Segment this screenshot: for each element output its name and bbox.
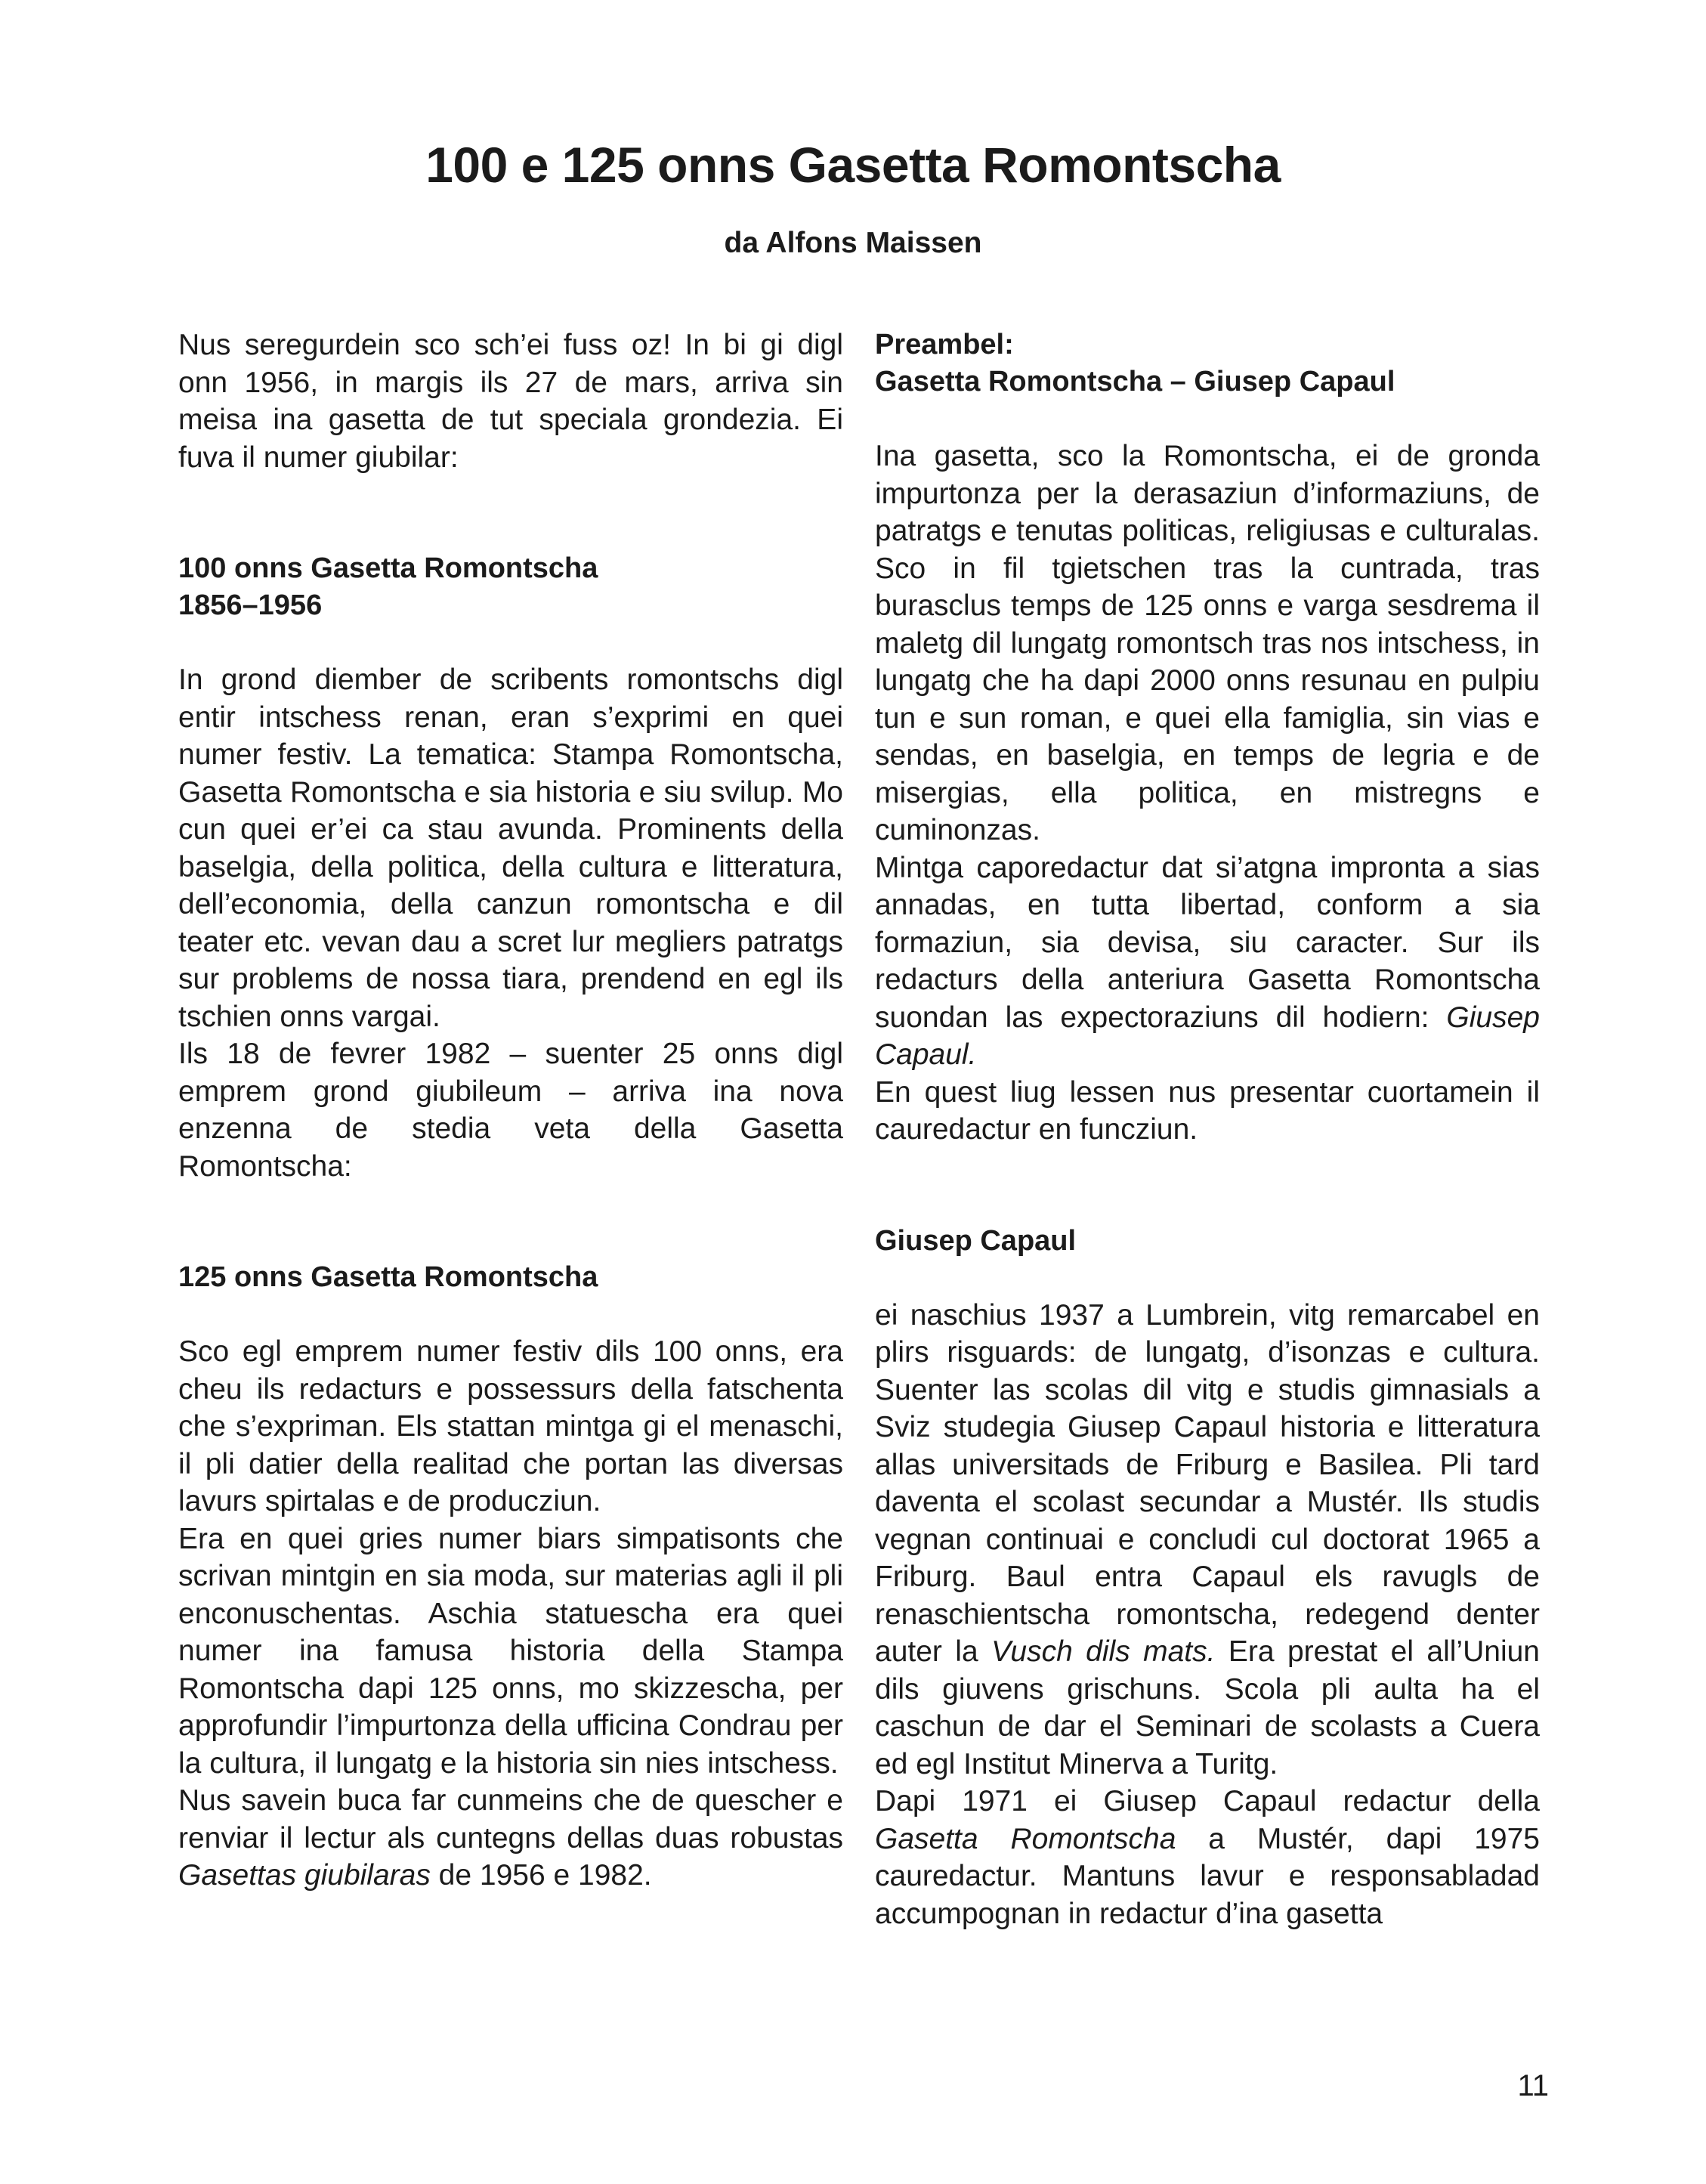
paragraph-1982: Ils 18 de fevrer 1982 – suenter 25 onns digl emprem grond giubileum – arriva ina nova enzenna de stedia veta della Gasetta Romontscha: — [178, 1038, 843, 1183]
paragraph-125-b: Era en quei gries numer biars simpatisonts che scrivan mintgin en sia moda, sur materias agli il pli enconuschentas. Aschia statuescha era quei numer ina famusa historia della Stampa Romontscha dapi 125 onns, mo skizzescha, per approfundir l’impurtonza della ufficina Condrau per la cultura, il lungatg e la historia sin nies intschess. — [178, 1522, 843, 1780]
paragraph-100: In grond diember de scribents romontschs digl entir intschess renan, eran s’exprimi en quei numer festiv. La tematica: Stampa Romontscha, Gasetta Romontscha e sia historia e siu svilup. Mo cun quei er’ei ca stau avunda. Prominents della baselgia, della politica, della cultura e litteratura, dell’economia, della canzun romontscha e dil teater etc. vevan dau a scret lur megliers patratgs sur problems de nossa tiara, prendend en egl ils tschien onns vargai. — [178, 664, 843, 1033]
paragraph-125-a: Sco egl emprem numer festiv dils 100 onns, era cheu ils redacturs e possessurs della fatschenta che s’expriman. Els stattan mintga gi el menaschi, il pli datier della realitad che portan las diversas lavurs spirtalas e de producziun. — [178, 1335, 843, 1517]
paragraph-125-c-start: Nus savein buca far cunmeins che de quescher e renviar il lectur als cuntegns dellas duas robustas — [178, 1784, 843, 1855]
intro-paragraph: Nus seregurdein sco sch’ei fuss oz! In bi gi digl onn 1956, in margis ils 27 de mars, arriva sin meisa ina gasetta de tut speciala grondezia. Ei fuva il numer giubilar: — [178, 329, 843, 474]
paragraph-capaul-b-end: a Mustér, dapi 1975 cauredactur. Mantuns lavur e responsabladad accumpognan in redactur d’ina gasetta — [875, 1822, 1540, 1930]
left-column — [178, 326, 843, 1895]
heading-preambel: Preambel: — [875, 329, 1014, 360]
paragraph-capaul-a — [875, 1297, 1540, 1783]
paragraph-capaul-a-end: Era prestat el all’Uniun dils giuvens grischuns. Scola pli aulta ha el caschun de dar el Seminari de scolasts a Cuera ed egl Institut Minerva a Turitg. — [875, 1635, 1540, 1780]
heading-preambel-subtitle: Gasetta Romontscha – Giusep Capaul — [875, 366, 1395, 398]
article-title: 100 e 125 onns Gasetta Romontscha — [425, 137, 1281, 193]
paragraph-preambel-c: En quest liug lessen nus presentar cuortamein il cauredactur en funcziun. — [875, 1075, 1540, 1146]
article-author: da Alfons Maissen — [724, 227, 982, 259]
paragraph-preambel-b-start: Mintga caporedactur dat si’atgna impronta a sias annadas, en tutta libertad, conform a sia formaziun, sia devisa, siu caracter. Sur ils redacturs della anteriura Gasetta Romontscha suondan las expectoraziuns dil hodiern: — [875, 851, 1540, 1034]
paragraph-preambel-a: Ina gasetta, sco la Romontscha, ei de gronda impurtonza per la derasaziun d’informaziuns, de patratgs e tenutas politicas, religiusas e culturalas. Sco in fil tgietschen tras la cuntrada, tras burasclus temps de 125 onns e varga sesdrema il maletg dil lungatg romontsch tras nos intschess, in lungatg che ha dapi 2000 onns resunau en pulpiu tun e sun roman, e quei ella famiglia, sin vias e sendas, en baselgia, en temps de legria e de misergias, ella politica, en mistregns e cuminonzas. — [875, 440, 1540, 846]
paragraph-capaul-b-italic: Gasetta Romontscha — [875, 1822, 1176, 1855]
paragraph-capaul-a-start: ei naschius 1937 a Lumbrein, vitg remarcabel en plirs risguards: de lungatg, d’isonzas e cultura. Suenter las scolas dil vitg e studis gimnasials a Sviz studegia Giusep Capaul historia e litteratura allas universitads de Friburg e Basilea. Pli tard daventa el scolast secundar a Mustér. Ils studis vegnan continuai e concludi cul doctorat 1965 a Friburg. Baul entra Capaul els ravugls de renaschientscha romontscha, redegend denter auter la — [875, 1298, 1540, 1668]
paragraph-preambel-b — [875, 849, 1540, 1074]
paragraph-preambel-b-italic: Giusep Capaul. — [875, 1001, 1540, 1071]
heading-100-years: 1856–1956 — [178, 589, 323, 621]
paragraph-125-c-italic: Gasettas giubilaras — [178, 1859, 431, 1892]
page-number: 11 — [1517, 2069, 1549, 2102]
paragraph-capaul-b — [875, 1783, 1540, 1932]
right-column — [875, 326, 1540, 1932]
paragraph-125-c — [178, 1782, 843, 1895]
paragraph-125-c-end: de 1956 e 1982. — [430, 1859, 652, 1892]
heading-capaul: Giusep Capaul — [875, 1224, 1077, 1257]
paragraph-capaul-b-start: Dapi 1971 ei Giusep Capaul redactur della — [875, 1785, 1540, 1817]
heading-100-title: 100 onns Gasetta Romontscha — [178, 552, 598, 584]
paragraph-capaul-a-italic: Vusch dils mats. — [991, 1635, 1216, 1668]
heading-125: 125 onns Gasetta Romontscha — [178, 1261, 598, 1293]
